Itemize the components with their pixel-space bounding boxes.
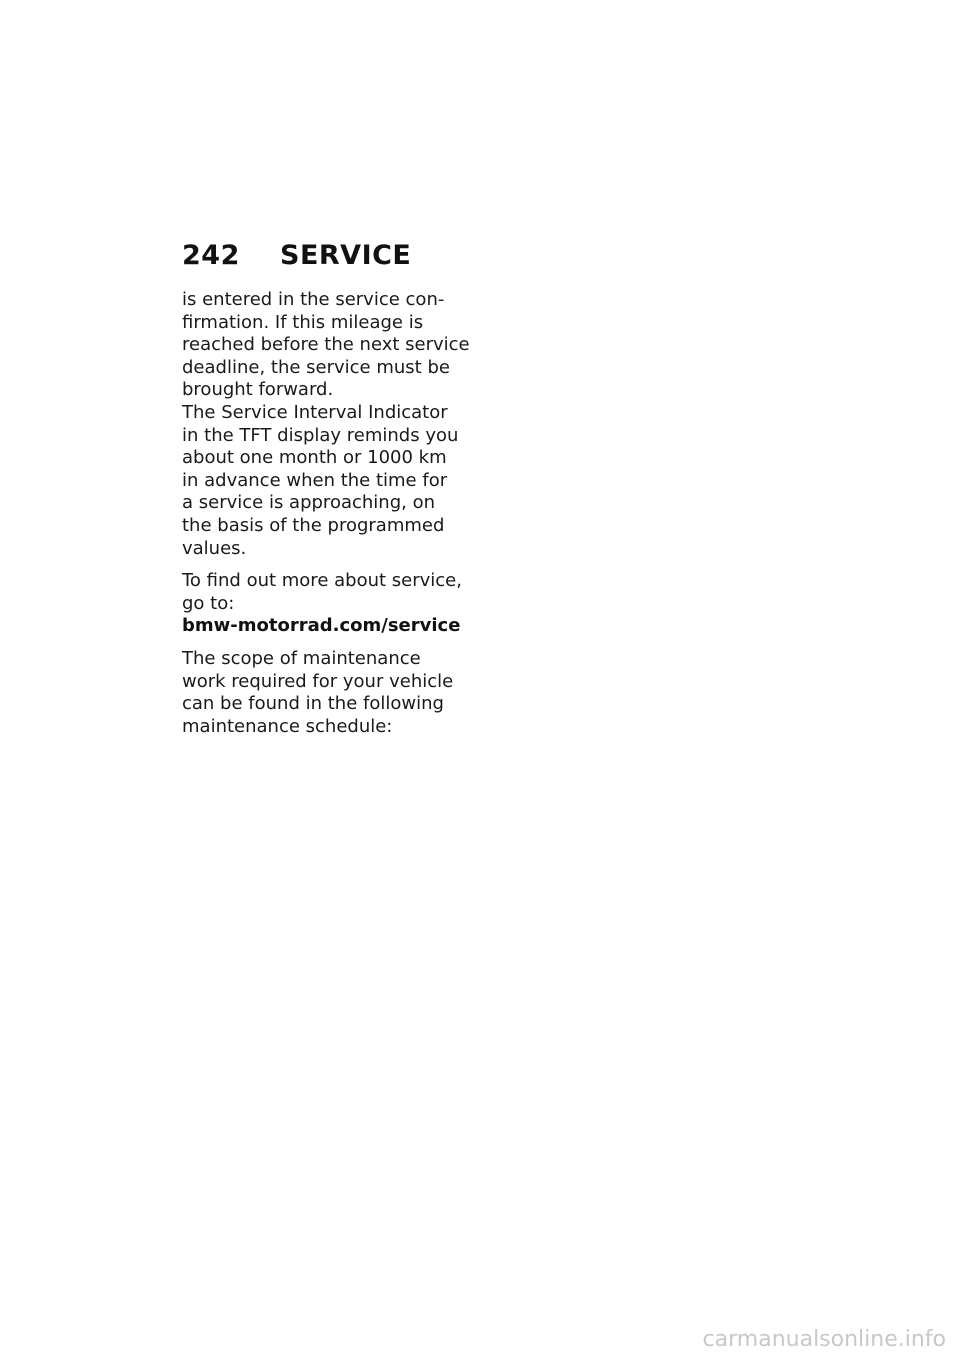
- paragraph-service-confirmation: [182, 289, 472, 402]
- paragraph-maintenance-scope: [182, 648, 472, 738]
- text-line: about one month or 1000 km: [182, 447, 447, 469]
- text-line: in advance when the time for: [182, 469, 448, 491]
- paragraph-find-out-more: [182, 570, 472, 638]
- section-title: SERVICE: [280, 240, 412, 271]
- paragraph-service-indicator: [182, 402, 472, 560]
- text-line: The scope of maintenance: [182, 647, 421, 669]
- page-number: 242: [182, 240, 240, 271]
- text-line: To find out more about service,: [182, 570, 462, 592]
- body-text: [182, 289, 472, 738]
- text-line: brought forward.: [182, 379, 334, 401]
- text-line: the basis of the programmed: [182, 514, 445, 536]
- service-link[interactable]: bmw-motorrad.com/service: [182, 615, 461, 637]
- text-line: a service is approaching, on: [182, 492, 435, 514]
- text-line: values.: [182, 537, 247, 559]
- text-line: The Service Interval Indicator: [182, 401, 448, 423]
- text-line: work required for your vehicle: [182, 670, 454, 692]
- text-line: go to:: [182, 592, 235, 614]
- text-line: is entered in the service con-: [182, 289, 445, 310]
- text-line: firmation. If this mileage is: [182, 311, 424, 333]
- text-line: reached before the next service: [182, 334, 470, 356]
- text-line: can be found in the following: [182, 693, 444, 715]
- text-line: maintenance schedule:: [182, 715, 393, 737]
- text-line: in the TFT display reminds you: [182, 424, 459, 446]
- footer-watermark: carmanualsonline.info: [702, 1327, 946, 1352]
- page-header: [182, 240, 411, 271]
- text-line: deadline, the service must be: [182, 356, 450, 378]
